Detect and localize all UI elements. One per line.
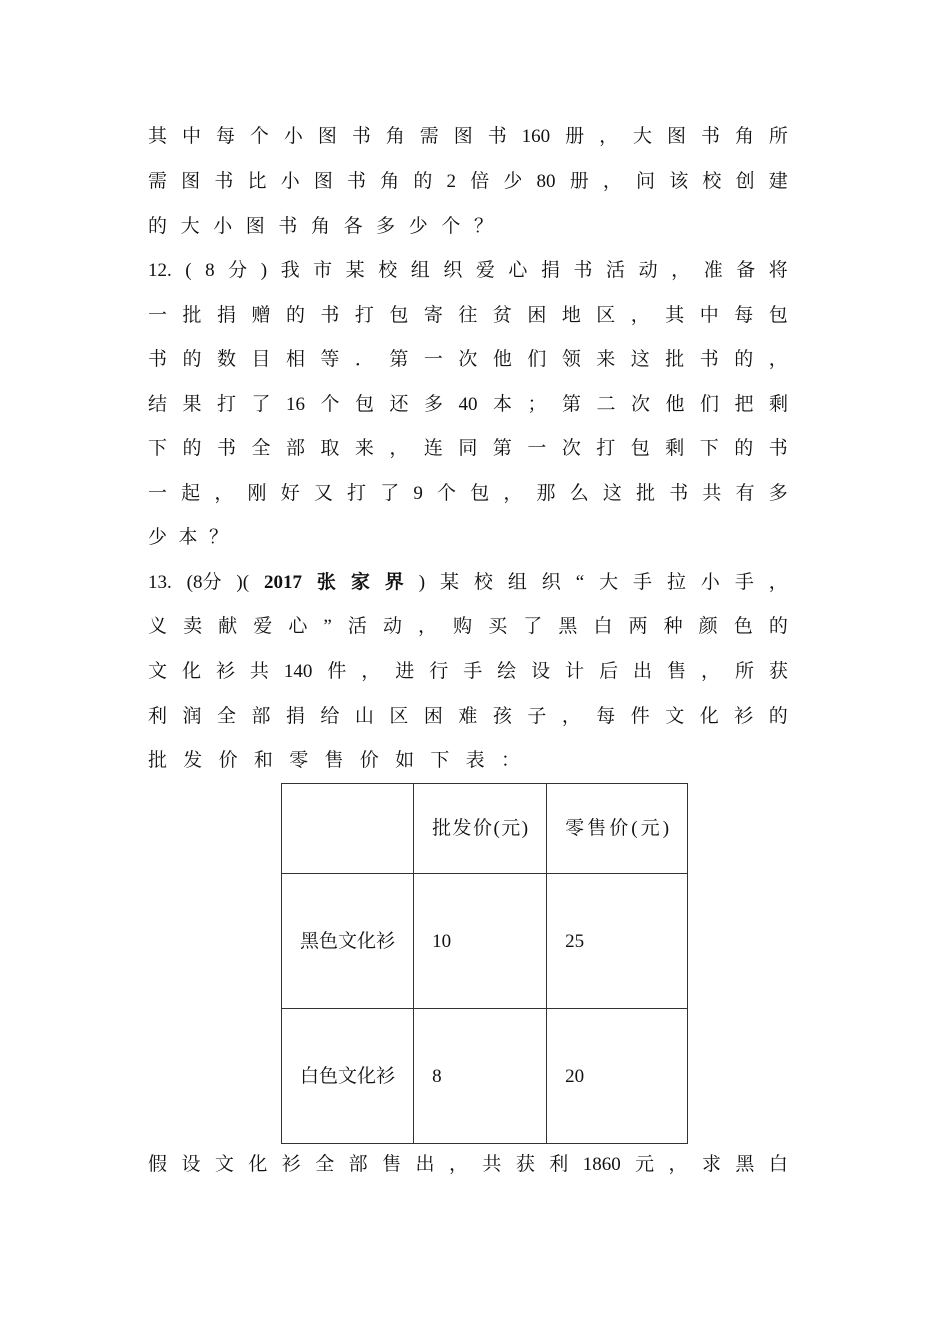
text-line: 的 大 小 图 书 角 各 多 少 个 ？ — [148, 216, 493, 237]
row-label-cell — [282, 874, 414, 1009]
q12-line: 书 的 数 目 相 等 ． 第 一 次 他 们 领 来 这 批 书 的 ， — [148, 349, 788, 370]
table-header-cell — [282, 784, 414, 874]
q13-line: 批 发 价 和 零 售 价 如 下 表 ： — [148, 750, 520, 771]
q12-line: 12. ( 8 分 ) 我 市 某 校 组 织 爱 心 捐 书 活 动 ， 准 备 将 — [148, 260, 788, 281]
q12-line: 少 本 ？ — [148, 527, 228, 548]
q12-line: 一 起 ， 刚 好 又 打 了 9 个 包 ， 那 么 这 批 书 共 有 多 — [148, 483, 788, 504]
q13-line: 利 润 全 部 捐 给 山 区 困 难 孩 子 ， 每 件 文 化 衫 的 — [148, 706, 788, 727]
text-line: 其 中 每 个 小 图 书 角 需 图 书 160 册 ， 大 图 书 角 所 — [148, 126, 788, 147]
q13-after-table: 假 设 文 化 衫 全 部 售 出 ， 共 获 利 1860 元 ， 求 黑 白 — [148, 1154, 788, 1175]
q13-line: 文 化 衫 共 140 件 ， 进 行 手 绘 设 计 后 出 售 ， 所 获 — [148, 661, 788, 682]
q13-source-open: )( — [236, 572, 250, 593]
q13-source-close: ) — [418, 572, 426, 593]
row-label-cell — [282, 1009, 414, 1144]
row-label: 黑 色 文 化 衫 — [300, 930, 396, 952]
q13-first-line: 13. (8分 )( 2017 张 家 界 ) 某 校 组 织 “ 大 手 拉 小 手 ， — [148, 568, 788, 598]
table-header-cell — [547, 784, 688, 874]
q12-line: 一 批 捐 赠 的 书 打 包 寄 往 贫 困 地 区 ， 其 中 每 包 — [148, 305, 788, 326]
retail-cell: 20 — [547, 1009, 688, 1144]
q12-line: 下 的 书 全 部 取 来 ， 连 同 第 一 次 打 包 剩 下 的 书 — [148, 438, 788, 459]
text-line: 需 图 书 比 小 图 书 角 的 2 倍 少 80 册 ， 问 该 校 创 建 — [148, 171, 788, 192]
retail-cell: 25 — [547, 874, 688, 1009]
q13-points: (8分 — [186, 572, 222, 593]
table-header-cell — [414, 784, 547, 874]
row-label: 白 色 文 化 衫 — [300, 1065, 396, 1087]
price-table — [281, 783, 688, 1144]
wholesale-cell: 8 — [414, 1009, 547, 1144]
wholesale-cell: 10 — [414, 874, 547, 1009]
header-retail: 零 售 价 ( 元 ) — [565, 818, 670, 839]
header-wholesale: 批 发 价 ( 元 ) — [432, 818, 529, 839]
q13-number: 13. — [148, 572, 172, 593]
table-row — [282, 874, 688, 1009]
table-header-row — [282, 784, 688, 874]
table-row — [282, 1009, 688, 1144]
q13-line: 义 卖 献 爱 心 ” 活 动 ， 购 买 了 黑 白 两 种 颜 色 的 — [148, 616, 788, 637]
q12-line: 结 果 打 了 16 个 包 还 多 40 本 ； 第 二 次 他 们 把 剩 — [148, 394, 788, 415]
